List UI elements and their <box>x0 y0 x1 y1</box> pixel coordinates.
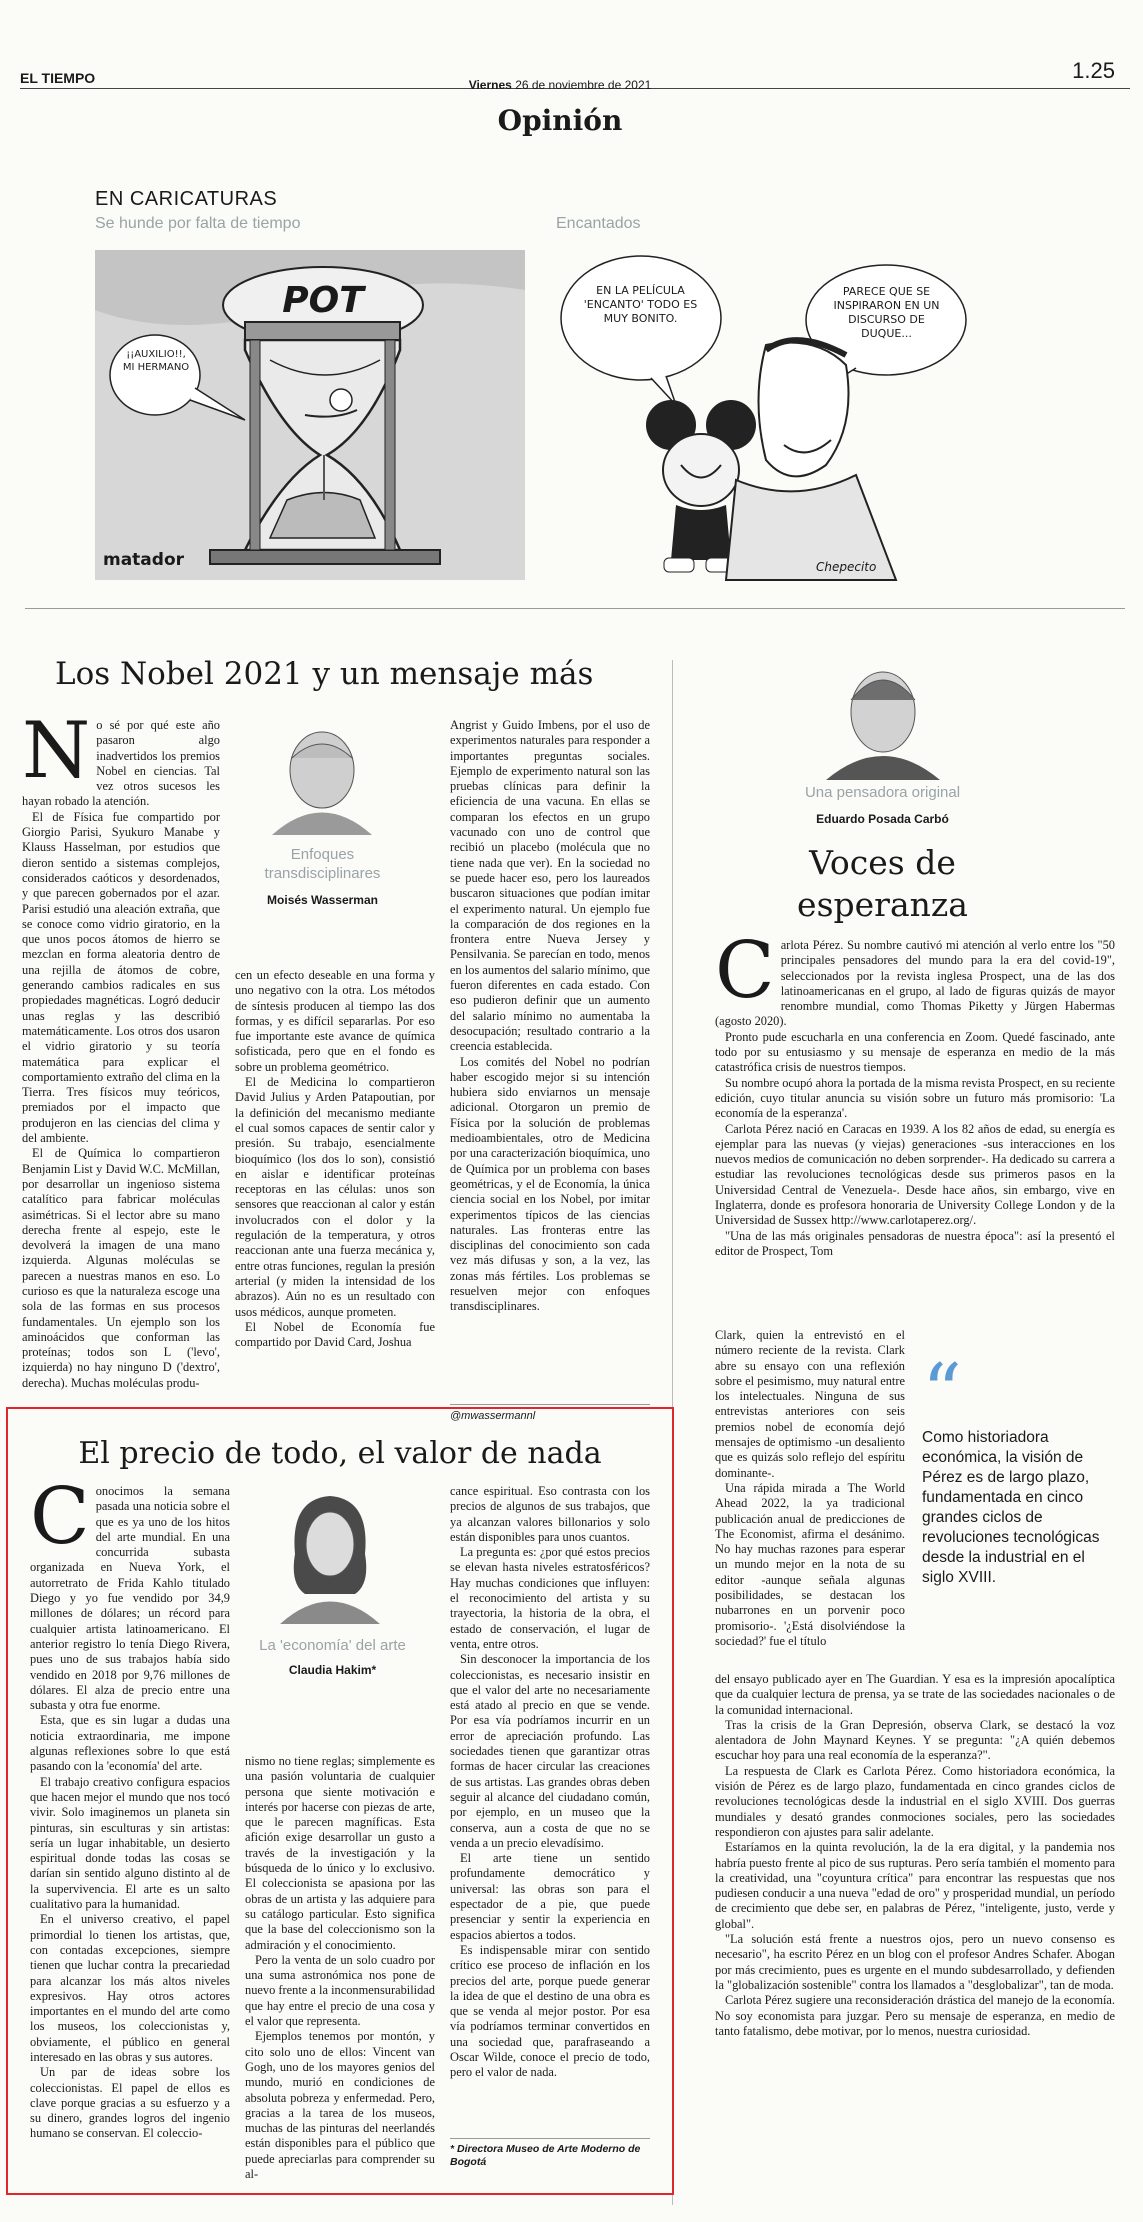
cartoon-right-bubble-right: PARECE QUE SE INSPIRARON EN UN DISCURSO DE DUQUE... <box>833 285 940 340</box>
precio-column-1 <box>30 1472 230 2142</box>
precio-paragraph: En el universo creativo, el papel primordial lo tienen los artistas, que, con contadas excepciones, siempre tienen que luchar contra la precariedad para alcanzar los más altos niveles expresivos. Hay otros actores importantes en el mundo del arte como los museos, los coleccionistas y, obviamente, el público en general interesado en las obras y sus autores. <box>30 1912 230 2064</box>
voces-paragraph: del ensayo publicado ayer en The Guardian. Y esa es la impresión apocalíptica que da cualquier lectura de prensa, ya se trate de las sociedades nacionales o de la comunidad internacional. <box>715 1672 1115 1717</box>
nobel-paragraph: o sé por qué este año pasaron algo inadvertidos los premios Nobel en ciencias. Tal vez otros sucesos les hayan robado la atención. <box>22 718 220 809</box>
nobel-handle: @mwassermannl <box>450 1410 536 1422</box>
nobel-paragraph: El de Medicina lo compartieron David Julius y Arden Patapoutian, por la definición del mecanismo mediante el cual somos capaces de sentir calor y presión. Su trabajo, esencialmente bioquímico (los dos lo son), consistió en aislar e identificar proteínas receptoras en las células: unos son sensores que reaccionan al calor y están involucrados con el dolor y la regulación de la temperatura, y otros reaccionan ante una fuerza mecánica y, entre otras funciones, regulan la presión arterial (y miden la intensidad de los abrazos). Aún no es un resultado con usos médicos, aunque prometen. <box>235 1075 435 1319</box>
precio-headline: El precio de todo, el valor de nada <box>78 1436 602 1471</box>
cartoon-right-bubble-left: EN LA PELÍCULA 'ENCANTO' TODO ES MUY BONITO. <box>583 284 698 325</box>
precio-paragraph: El arte tiene un sentido profundamente democrático y universal: las obras son para el espectador de a pie, que puede presenciar y sentir la experiencia en espacios abiertos a todos. <box>450 1851 650 1942</box>
nobel-paragraph: El de Química lo compartieron Benjamin List y David W.C. McMillan, por desarrollar un ingenioso sistema catalítico para fabricar moléculas asimétricas. Si el lector abre su mano derecha frente al espejo, este le devolverá la imagen de una mano izquierda. Algunas moléculas se parecen a nuestras manos en eso. Lo curioso es que la naturaleza escoge una sola de las formas en sus procesos fundamentales. Un ejemplo son los aminoácidos que conforman las proteínas; todos son L ('levo', izquierda) no hay ninguno D ('dextro', derecha). Muchas moléculas produ- <box>22 1146 220 1390</box>
cartoon-left-sign: POT <box>282 280 364 321</box>
voces-column-mid <box>715 1328 905 1649</box>
nobel-paragraph: Angrist y Guido Imbens, por el uso de experimentos naturales para responder a importantes preguntas sociales. Ejemplo de experimento natural son las pruebas clínicas para definir la eficiencia de una vacuna. En ellas se comparan los efectos en un grupo vacunado con uno de control que recibió un placebo (molécula que no tiene nada que ver). En la sociedad no se puede hacer eso, pero los laureados buscaron situaciones que podían imitar el experimento natural. Un ejemplo fue la comparación de dos regiones en la frontera entre Nueva Jersey y Pensilvania. Se parecían en todo, menos en los aumentos del salario mínimo, que fueron diferentes en cada estado. Con eso pudieron definir que un aumento del salario mínimo no aumentaba la desocupación; resultado contrario a la creencia establecida. <box>450 718 650 1054</box>
paper-name: EL TIEMPO <box>20 70 96 86</box>
page-number: 1.25 <box>1072 58 1115 83</box>
cartoons-label: EN CARICATURAS <box>95 188 278 210</box>
precio-paragraph: cance espiritual. Eso contrasta con los precios de algunos de sus trabajos, que ya alcanzan valores billonarios y solo están disponibles para unos cuantos. <box>450 1484 650 1544</box>
cartoon-right-signature: Chepecito <box>816 560 877 574</box>
cartoon-left <box>95 250 525 580</box>
precio-paragraph: onocimos la semana pasada una noticia sobre el que es ya uno de los hitos del arte mundial. En una concurrida subasta organizada en Nueva York, el autorretrato de Frida Kahlo titulado Diego y yo fue vendido por 34,9 millones de dólares; un récord para cualquier artista latinoamericano. El anterior registro lo tenía Diego Rivera, pues uno de sus trabajos había sido vendido en 2018 por 9,76 millones de dólares. El alza de precio entre una subasta y otra fue enorme. <box>30 1484 230 1713</box>
voces-paragraph: Tras la crisis de la Gran Depresión, observa Clark, se destacó la voz alentadora de John Maynard Keynes. Y se pregunta: "¿A quién debemos escuchar hoy para una real economía de la esperanza?". <box>715 1717 1115 1763</box>
precio-kicker: La 'economía' del arte <box>259 1637 406 1654</box>
voces-pullquote: Como historiadora económica, la visión de Pérez es de largo plazo, fundamentada en cinco grandes ciclos de revoluciones tecnológicas desde la industrial en el siglo XVIII. <box>922 1429 1100 1586</box>
voces-paragraph: arlota Pérez. Su nombre cautivó mi atención al verlo entre los "50 principales pensadores del mundo para la era del covid-19", seleccionados por la revista inglesa Prospect, una de las dos latinoamericanas en el grupo, al lado de figuras quizás de mayor renombre mundial, como Thomas Piketty y Jürgen Habermas (agosto 2020). <box>715 938 1115 1029</box>
voces-column-top <box>715 926 1115 1259</box>
voces-paragraph: Pronto pude escucharla en una conferencia en Zoom. Quedé fascinado, ante todo por su entusiasmo y su mensaje de esperanza en medio de la más catastrófica crisis de nuestros tiempos. <box>715 1029 1115 1075</box>
nobel-column-3 <box>450 718 650 1315</box>
precio-column-3 <box>450 1484 650 2081</box>
voces-paragraph: "Una de las más originales pensadoras de nuestra época": así la presentó el editor de Prospect, Tom <box>715 1228 1115 1258</box>
nobel-paragraph: cen un efecto deseable en una forma y uno negativo con la otra. Los métodos de síntesis producen al tiempo las dos formas, y es difícil separarlas. Por eso fue importante este avance de química sofisticada, pero que en el fondo es sobre un problema geométrico. <box>235 968 435 1074</box>
precio-author: Claudia Hakim* <box>288 1663 377 1677</box>
precio-paragraph: Es indispensable mirar con sentido crítico ese proceso de inflación en los precios del arte, porque puede generar la idea de que el destino de una obra es que se venda al mejor postor. Por esa vía podríamos terminar convertidos en una sociedad que, parafraseando a Oscar Wilde, conoce el precio de todo, pero el valor de nada. <box>450 1942 650 2080</box>
voces-paragraph: Carlota Pérez sugiere una reconsideración drástica del manejo de la economía. No soy economista para juzgar. Pero su mensaje de esperanza, en medio de tanto fatalismo, debe motivar, por lo menos, nuestra curiosidad. <box>715 1993 1115 2038</box>
section-title: Opinión <box>497 104 623 137</box>
voces-headline: Voces de esperanza <box>797 843 968 924</box>
issue-day: 26 de noviembre de 2021 <box>515 78 652 92</box>
nobel-dropcap: N <box>22 706 91 796</box>
precio-paragraph: La pregunta es: ¿por qué estos precios se elevan hasta niveles estratosféricos? Hay muchas condiciones que influyen: el reconocimiento del artista y su trayectoria, la historia de la obra, el estado de conservación, el lugar de venta, entre otros. <box>450 1545 650 1651</box>
cartoon-left-caption: Se hunde por falta de tiempo <box>95 215 301 232</box>
nobel-handle-rule <box>450 1404 650 1405</box>
issue-weekday: Viernes <box>468 78 512 92</box>
hakim-portrait <box>270 1484 390 1624</box>
voces-paragraph: Estaríamos en la quinta revolución, la de la era digital, y la pandemia nos habría puesto frente al pico de sus rupturas. Pero sería también el momento para la creatividad, una "coyuntura crítica" para encontrar las respuestas que nos pudiesen conducir a una nueva "edad de oro" y prosperidad mundial, un período de crecimiento que debe ser, en palabras de Pérez, "inteligente, justo, verde y global". <box>715 1840 1115 1931</box>
nobel-paragraph: El Nobel de Economía fue compartido por David Card, Joshua <box>235 1319 435 1350</box>
wasserman-portrait <box>262 720 382 835</box>
precio-paragraph: El trabajo creativo configura espacios que hacen mejor el mundo que nos tocó vivir. Solo imaginemos un planeta sin pinturas, sin esculturas y sin artistas: sería un lugar inhabitable, un desierto espiritual donde todas las cosas se darían sin sentido alguno distinto al de la supervivencia. El arte es un salto cualitativo para la humanidad. <box>30 1774 230 1912</box>
voces-paragraph: "La solución está frente a nuestros ojos, pero un nuevo consenso es necesario", ha escrito Pérez en un blog con el profesor Andres Schafer. Abogan por más crecimiento, pues es urgente en el mundo subdesarrollado, y defienden la "globalización sostenible" contra los llamados a "desglobalizar", tan de moda. <box>715 1932 1115 1992</box>
precio-dropcap: C <box>30 1472 90 1562</box>
cartoon-left-bubble: ¡¡AUXILIO!!, MI HERMANO <box>122 349 190 373</box>
posada-portrait <box>818 660 948 780</box>
precio-column-2 <box>245 1754 435 2182</box>
nobel-headline: Los Nobel 2021 y un mensaje más <box>55 656 594 692</box>
pullquote-mark-icon: “ <box>922 1348 962 1438</box>
precio-paragraph: Esta, que es sin lugar a dudas una noticia extraordinaria, me impone algunas reflexiones sobre lo que está pasando con la 'economía' del arte. <box>30 1713 230 1774</box>
nobel-author: Moisés Wasserman <box>267 893 378 907</box>
cartoons-bottom-rule <box>25 608 1125 609</box>
precio-paragraph: Ejemplos tenemos por montón, y cito solo uno de ellos: Vincent van Gogh, uno de los mayores genios del mundo, murió en condiciones de absoluta pobreza y enfermedad. Pero, gracias a la tarea de los museos, muchas de las pinturas del neerlandés están disponibles para el público que puede apreciarlas para comprender su al- <box>245 2029 435 2182</box>
nobel-column-1 <box>22 706 220 1391</box>
cartoon-left-signature: matador <box>103 550 185 570</box>
voces-dropcap: C <box>715 926 775 1016</box>
voces-column-bottom <box>715 1672 1115 2039</box>
voces-paragraph: Carlota Pérez nació en Caracas en 1939. A los 82 años de edad, su energía es ejemplar para las nuevas (y viejas) generaciones -sus interacciones en los nuevos medios de comunicación no deben sorprender-. Ha dedicado su carrera a estudiar las revoluciones tecnológicas desde sus primeros pasos en la Universidad Central de Venezuela-. Desde hace años, sin embargo, vive en Inglaterra, donde es profesora honoraria de University College London y de la Universidad de Sussex http://www.carlotaperez.org/. <box>715 1121 1115 1228</box>
cartoon-right-caption: Encantados <box>556 215 641 232</box>
nobel-paragraph: El de Física fue compartido por Giorgio Parisi, Syukuro Manabe y Klauss Hasselman, por estudios que dieron sentido a sistemas complejos, considerados caóticos y desordenados, y que parecen gobernados por el azar. Parisi estudió una aleación extraña, que se conoce como vidrio giratorio, en la que unos pocos átomos de hierro se mezclan en forma aleatoria dentro de una rejilla de átomos de cobre, generando cambios radicales en sus propiedades magnéticas. Logró deducir unas reglas y las describió matemáticamente. Los otros dos usaron el vidrio giratorio y su teoría matemática para explicar el comportamiento extraño del clima en la Tierra. Tres físicos muy teóricos, premiados por el impacto que produjeron en las ciencias del clima y del ambiente. <box>22 809 220 1146</box>
nobel-kicker: Enfoques transdisciplinares <box>264 846 381 882</box>
voces-author: Eduardo Posada Carbó <box>816 812 949 826</box>
voces-paragraph: La respuesta de Clark es Carlota Pérez. Como historiadora económica, la visión de Pérez es de largo plazo, fundamentada en cinco grandes ciclos de revoluciones tecnológicas desde la industrial en el siglo XVIII. Dos guerras mundiales y desató grandes conmociones sociales, pero las sociedades respondieron con ajustes para salir adelante. <box>715 1763 1115 1839</box>
cartoon-right <box>556 240 996 590</box>
voces-kicker: Una pensadora original <box>804 784 961 801</box>
voces-paragraph: Su nombre ocupó ahora la portada de la misma revista Prospect, en su reciente edición, cuyo titular anuncia su visión sobre un futuro más promisorio: 'La economía de la esperanza'. <box>715 1075 1115 1121</box>
precio-paragraph: Pero la venta de un solo cuadro por una suma astronómica nos pone de nuevo frente a la inconmensurabilidad que hay entre el precio de una cosa y el valor que representa. <box>245 1952 435 2029</box>
issue-date <box>430 78 690 92</box>
voces-paragraph: Una rápida mirada a The World Ahead 2022, la ya tradicional publicación anual de predicciones de The Economist, afirma el desánimo. No hay muchas razones para esperar un mundo mejor en la nota de su editor -aunque señala algunas posibilidades, se destacan los nubarrones en un porvenir poco promisorio-. '¿Está disolviéndose la sociedad?' fue el título <box>715 1480 905 1648</box>
nobel-paragraph: Los comités del Nobel no podrían haber escogido mejor si su intención hubiera sido enviarnos un mensaje adicional. Otorgaron un premio de Física por la solución de problemas medioambientales, otro de Medicina por una caracterización bioquímica, uno de Química por un problema con bases geométricas, y el de Economía, la única ciencia social en los Nobel, por imitar experimentos típicos de las ciencias naturales. Las fronteras entre las disciplinas del conocimiento son cada vez más difusas y son, a la vez, las zonas más fértiles. Los problemas se resuelven mejor con enfoques transdisciplinares. <box>450 1054 650 1314</box>
precio-paragraph: nismo no tiene reglas; simplemente es una pasión voluntaria de cualquier persona que siente motivación e interés por hacerse con piezas de arte, que le parecen magníficas. Esta afición exige desarrollar un gusto a través de la investigación y la búsqueda de lo único y lo exclusivo. El coleccionista se apasiona por las obras de un artista y las adquiere para su catálogo particular. Esto significa que la base del coleccionismo son la admiración y el conocimiento. <box>245 1754 435 1952</box>
precio-footnote: * Directora Museo de Arte Moderno de Bogotá <box>450 2143 641 2168</box>
precio-footnote-rule <box>450 2138 650 2139</box>
precio-paragraph: Un par de ideas sobre los coleccionistas. El papel de ellos es clave porque gracias a su esfuerzo y a su dinero, grandes logros del ingenio humano se conservan. El coleccio- <box>30 2065 230 2141</box>
voces-paragraph: Clark, quien la entrevistó en el número reciente de la revista. Clark abre su ensayo con una reflexión sobre el pesimismo, muy natural entre los intelectuales. Ninguna de sus entrevistas anteriores con seis premios nobel de economía dejó mensajes de optimismo -un desaliento que es quizás solo reflejo del espíritu dominante-. <box>715 1328 905 1480</box>
precio-paragraph: Sin desconocer la importancia de los coleccionistas, es necesario insistir en que el valor del arte no necesariamente está atado al precio en que se vende. Por esa vía podríamos incurrir en un error de apreciación profundo. Las sociedades tienen que garantizar otras formas de hacer circular las creaciones de sus artistas. Las grandes obras deben seguir al alcance del ciudadano común, por ejemplo, en un museo que la conserva, aun a costa de que no se venda a un precio elevadísimo. <box>450 1652 650 1850</box>
nobel-column-2 <box>235 968 435 1350</box>
